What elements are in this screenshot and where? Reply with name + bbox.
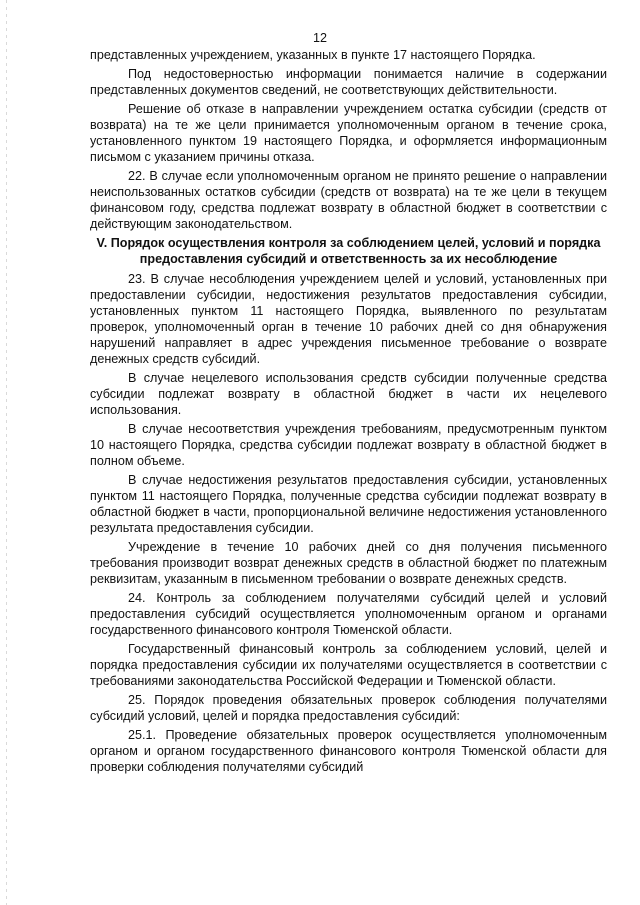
paragraph: Учреждение в течение 10 рабочих дней со дня получения письменного требования производит возврат денежных средств в областной бюджет по платежным реквизитам, указанным в письменном требовании о возврате денежных средств. <box>90 540 607 586</box>
paragraph: 24. Контроль за соблюдением получателями субсидий целей и условий предоставления субсидий осуществляется уполномоченным органом и органами государственного финансового контроля Тюменской области. <box>90 591 607 637</box>
paragraph: Под недостоверностью информации понимается наличие в содержании представленных документов сведений, не соответствующих действительности. <box>90 67 607 97</box>
paragraph: В случае нецелевого использования средств субсидии полученные средства субсидии подлежат возврату в областной бюджет в части их нецелевого использования. <box>90 371 607 417</box>
section-heading: V. Порядок осуществления контроля за соблюдением целей, условий и порядка предоставления субсидий и ответственность за их несоблюдение <box>96 236 601 266</box>
paragraph: 25. Порядок проведения обязательных проверок соблюдения получателями субсидий условий, целей и порядка предоставления субсидий: <box>90 693 607 723</box>
page-number: 12 <box>312 31 327 45</box>
document-body <box>90 47 607 778</box>
paragraph: 22. В случае если уполномоченным органом не принято решение о направлении неиспользованных остатков субсидии (средств от возврата) на те же цели в текущем финансовом году, средства подлежат возврату в областной бюджет в соответствии с действующим законодательством. <box>90 169 607 231</box>
paragraph: В случае недостижения результатов предоставления субсидии, установленных пунктом 11 настоящего Порядка, полученные средства субсидии подлежат возврату в областной бюджет в части, пропорциональной величине недостижения установленного результата предоставления субсидии. <box>90 473 607 535</box>
paragraph: Государственный финансовый контроль за соблюдением условий, целей и порядка предоставления субсидии их получателями осуществляется в соответствии с требованиями законодательства Российской Федерации и Тюменской области. <box>90 642 607 688</box>
paragraph: Решение об отказе в направлении учреждением остатка субсидии (средств от возврата) на те же цели принимается уполномоченным органом в течение срока, установленного пунктом 19 настоящего Порядка, и оформляется информационным письмом с указанием причины отказа. <box>90 102 607 164</box>
scan-margin-line <box>6 0 7 905</box>
paragraph: 25.1. Проведение обязательных проверок осуществляется уполномоченным органом и органом государственного финансового контроля Тюменской области для проверки соблюдения получателями субсидий <box>90 728 607 774</box>
paragraph: 23. В случае несоблюдения учреждением целей и условий, установленных при предоставлении субсидии, недостижения результатов предоставления субсидии, установленных пунктом 11 настоящего Порядка, выявленного по результатам проверок, уполномоченный орган в течение 10 рабочих дней со дня обнаружения нарушений направляет в адрес учреждения письменное требование о возврате денежных средств субсидий. <box>90 272 607 366</box>
paragraph: представленных учреждением, указанных в пункте 17 настоящего Порядка. <box>90 48 536 62</box>
paragraph: В случае несоответствия учреждения требованиям, предусмотренным пунктом 10 настоящего Порядка, средства субсидии подлежат возврату в областной бюджет в полном объеме. <box>90 422 607 468</box>
